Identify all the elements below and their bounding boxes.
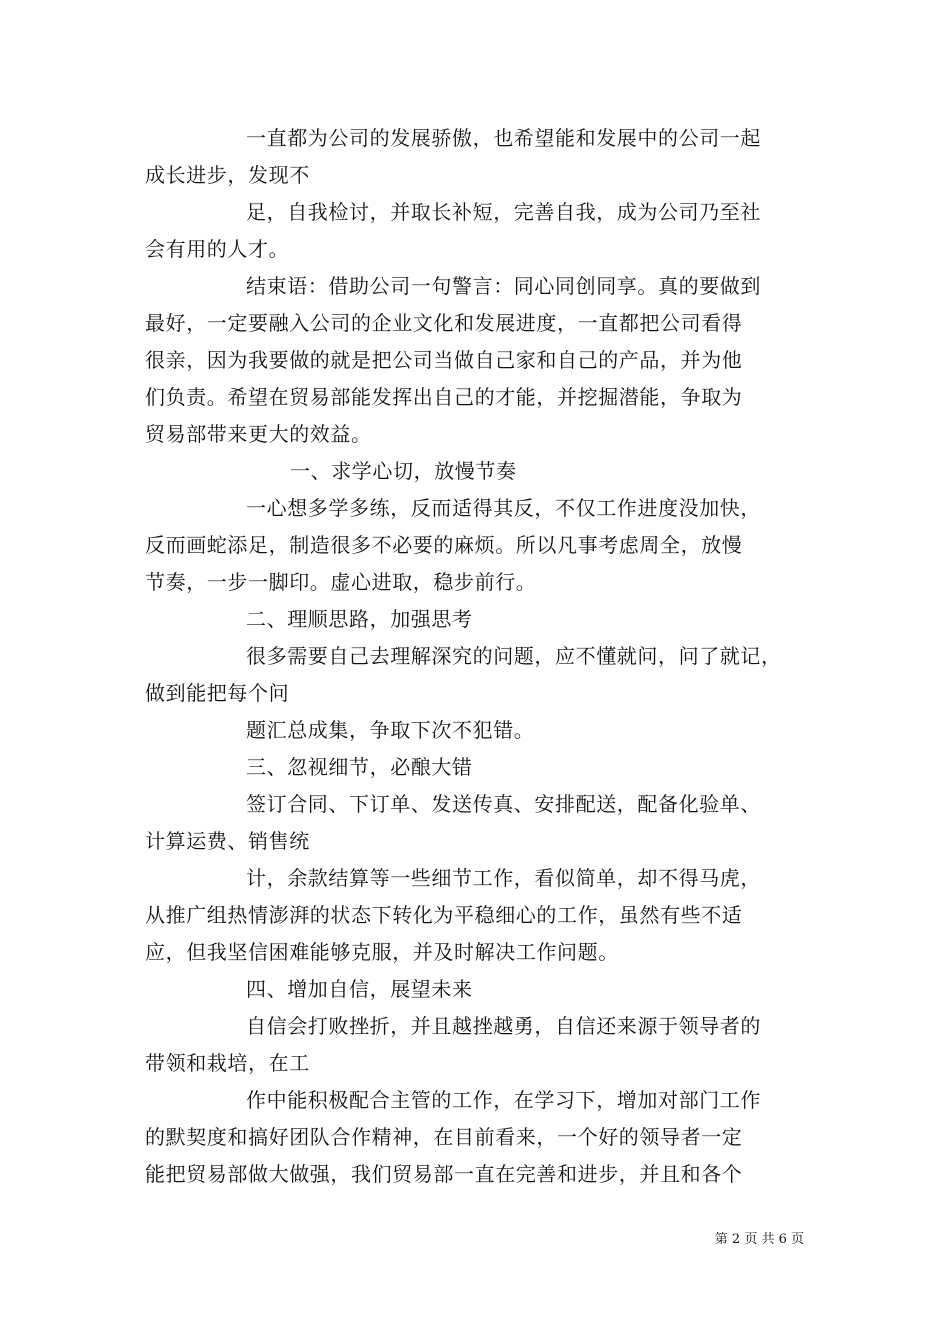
text-line: 很亲，因为我要做的就是把公司当做自己家和自己的产品，并为他	[145, 348, 743, 372]
section-heading: 二、理顺思路，加强思考	[246, 607, 473, 631]
text-line: 节奏，一步一脚印。虚心进取，稳步前行。	[145, 570, 537, 594]
text-line: 贸易部带来更大的效益。	[145, 422, 372, 446]
text-line: 作中能积极配合主管的工作，在学习下，增加对部门工作	[246, 1088, 761, 1112]
text-line: 结束语：借助公司一句警言：同心同创同享。真的要做到	[246, 274, 761, 298]
text-line: 会有用的人才。	[145, 237, 290, 261]
text-line: 足，自我检讨，并取长补短，完善自我，成为公司乃至社	[246, 200, 761, 224]
section-heading: 一、求学心切，放慢节奏	[290, 459, 517, 483]
text-line: 做到能把每个问	[145, 681, 290, 705]
section-heading: 三、忽视细节，必酿大错	[246, 755, 473, 779]
text-line: 一直都为公司的发展骄傲，也希望能和发展中的公司一起	[246, 126, 761, 150]
text-line: 最好，一定要融入公司的企业文化和发展进度，一直都把公司看得	[145, 311, 743, 335]
text-line: 题汇总成集，争取下次不犯错。	[246, 718, 535, 742]
text-line: 能把贸易部做大做强，我们贸易部一直在完善和进步，并且和各个	[145, 1162, 743, 1186]
text-line: 们负责。希望在贸易部能发挥出自己的才能，并挖掘潜能，争取为	[145, 385, 743, 409]
text-line: 签订合同、下订单、发送传真、安排配送，配备化验单、	[246, 792, 761, 816]
text-line: 的默契度和搞好团队合作精神，在目前看来，一个好的领导者一定	[145, 1125, 743, 1149]
text-line: 计，余款结算等一些细节工作，看似简单，却不得马虎，	[246, 866, 761, 890]
text-line: 很多需要自己去理解深究的问题，应不懂就问，问了就记，	[246, 644, 782, 668]
text-line: 应，但我坚信困难能够克服，并及时解决工作问题。	[145, 940, 619, 964]
text-line: 成长进步，发现不	[145, 163, 310, 187]
page-number-footer: 第 2 页 共 6 页	[714, 1232, 804, 1247]
text-line: 从推广组热情澎湃的状态下转化为平稳细心的工作，虽然有些不适	[145, 903, 743, 927]
section-heading: 四、增加自信，展望未来	[246, 977, 473, 1001]
text-line: 自信会打败挫折，并且越挫越勇，自信还来源于领导者的	[246, 1014, 761, 1038]
text-line: 一心想多学多练，反而适得其反，不仅工作进度没加快，	[246, 496, 761, 520]
text-line: 带领和栽培，在工	[145, 1051, 310, 1075]
text-line: 计算运费、销售统	[145, 829, 310, 853]
text-line: 反而画蛇添足，制造很多不必要的麻烦。所以凡事考虑周全，放慢	[145, 533, 743, 557]
